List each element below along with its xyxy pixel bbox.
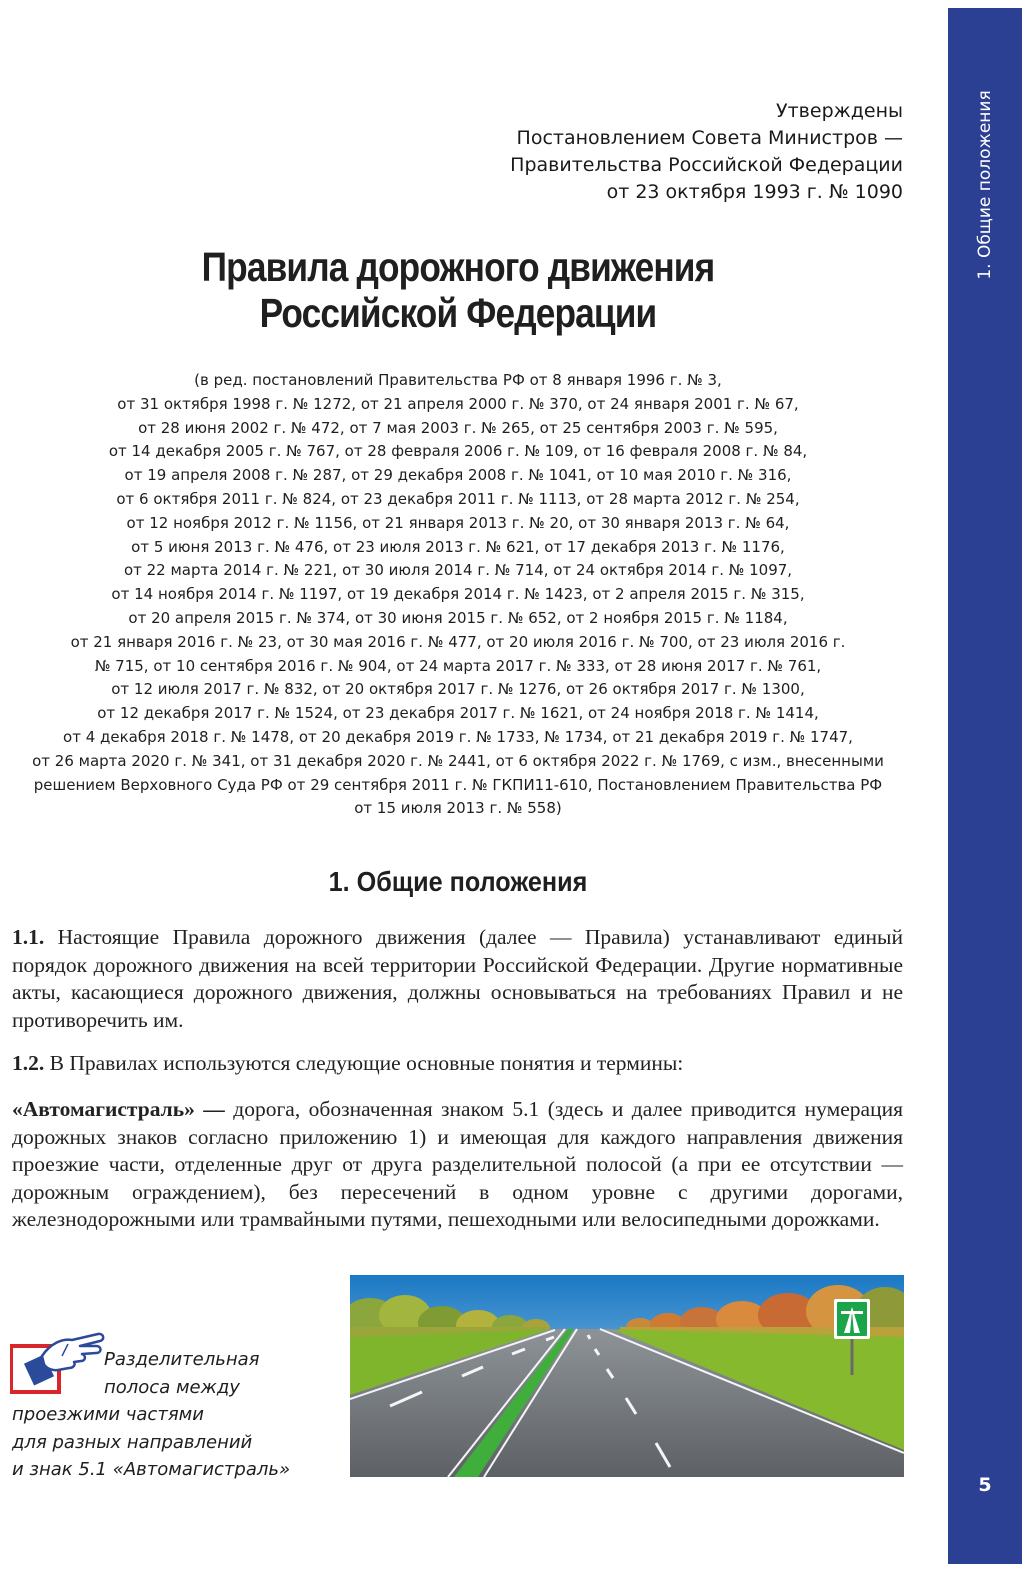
- approval-block: [510, 98, 903, 206]
- caption-line: проезжими частями: [12, 1404, 204, 1425]
- edition-line: от 26 марта 2020 г. № 341, от 31 декабря 2020 г. № 2441, от 6 октября 2022 г. № 1769, с изм., внесенными: [32, 751, 884, 770]
- edition-line: от 5 июня 2013 г. № 476, от 23 июля 2013 г. № 621, от 17 декабря 2013 г. № 1176,: [131, 537, 785, 556]
- edition-line: от 21 января 2016 г. № 23, от 30 мая 2016 г. № 477, от 20 июля 2016 г. № 700, от 23 июля 2016 г.: [70, 632, 846, 651]
- title-line: Правила дорожного движения: [201, 244, 715, 290]
- edition-line: от 14 декабря 2005 г. № 767, от 28 февраля 2006 г. № 109, от 16 февраля 2008 г. № 84,: [108, 442, 808, 461]
- edition-line: от 4 декабря 2018 г. № 1478, от 20 декабря 2019 г. № 1733, № 1734, от 21 декабря 2019 г. № 1747,: [63, 727, 853, 746]
- approval-line: от 23 октября 1993 г. № 1090: [606, 181, 903, 203]
- edition-line: от 28 июня 2002 г. № 472, от 7 мая 2003 г. № 265, от 25 сентября 2003 г. № 595,: [138, 418, 778, 437]
- edition-line: от 6 октября 2011 г. № 824, от 23 декабря 2011 г. № 1113, от 28 марта 2012 г. № 254,: [116, 489, 800, 508]
- edition-line: от 12 декабря 2017 г. № 1524, от 23 декабря 2017 г. № 1621, от 24 ноября 2018 г. № 1414,: [97, 704, 819, 723]
- approval-line: Постановлением Совета Министров —: [516, 127, 903, 149]
- definition-term: «Автомагистраль» —: [12, 1097, 225, 1121]
- highway-illustration: [350, 1275, 904, 1477]
- paragraph-1-2: [12, 1050, 903, 1078]
- edition-line: № 715, от 10 сентября 2016 г. № 904, от 24 марта 2017 г. № 333, от 28 июня 2017 г. № 761,: [94, 656, 822, 675]
- edition-line: от 12 июля 2017 г. № 832, от 20 октября 2017 г. № 1276, от 26 октября 2017 г. № 1300,: [111, 680, 805, 699]
- paragraph-text: Настоящие Правила дорожного движения (далее — Правила) устанавливают единый порядок дорожного движения на всей территории Российской Федерации. Другие нормативные акты, касающиеся дорожного движения, должны основываться на требованиях Правил и не противоречить им.: [12, 925, 903, 1032]
- definition-autobahn: [12, 1096, 903, 1234]
- definition-text: дорога, обозначенная знаком 5.1 (здесь и далее приводится нумерация дорожных знаков согласно приложению 1) и имеющая для каждого направления движения проезжие части, отделенные друг от друга разделительной полосой (а при ее отсутствии — дорожным ограждением), без пересечений в одном уровне с другими дорогами, железнодорожными или трамвайными путями, пешеходными или велосипедными дорожками.: [12, 1097, 903, 1231]
- approval-line: Утверждены: [776, 100, 903, 122]
- page-title: [64, 244, 852, 336]
- illustration-caption: [12, 1346, 290, 1484]
- edition-line: решением Верховного Суда РФ от 29 сентября 2011 г. № ГКПИ11-610, Постановлением Правительства РФ: [33, 775, 883, 794]
- page-number: 5: [978, 1474, 992, 1496]
- side-section-title: 1. Общие положения: [975, 90, 995, 280]
- edition-line: от 12 ноября 2012 г. № 1156, от 21 января 2013 г. № 20, от 30 января 2013 г. № 64,: [126, 513, 790, 532]
- edition-line: от 19 апреля 2008 г. № 287, от 29 декабря 2008 г. № 1041, от 10 мая 2010 г. № 316,: [124, 466, 792, 485]
- edition-line: от 15 июля 2013 г. № 558): [354, 799, 562, 818]
- section-heading: 1. Общие положения: [328, 866, 588, 897]
- paragraph-1-1: [12, 924, 903, 1034]
- edition-line: от 20 апреля 2015 г. № 374, от 30 июня 2015 г. № 652, от 2 ноября 2015 г. № 1184,: [128, 608, 788, 627]
- caption-line: и знак 5.1 «Автомагистраль»: [12, 1459, 291, 1480]
- edition-line: от 14 ноября 2014 г. № 1197, от 19 декабря 2014 г. № 1423, от 2 апреля 2015 г. № 315,: [111, 585, 805, 604]
- edition-line: от 31 октября 1998 г. № 1272, от 21 апреля 2000 г. № 370, от 24 января 2001 г. № 67,: [117, 394, 799, 413]
- edition-line: (в ред. постановлений Правительства РФ от 8 января 1996 г. № 3,: [194, 371, 722, 389]
- approval-line: Правительства Российской Федерации: [510, 154, 903, 176]
- paragraph-text: В Правилах используются следующие основные понятия и термины:: [44, 1051, 684, 1075]
- title-line: Российской Федерации: [259, 290, 657, 336]
- edition-line: от 22 марта 2014 г. № 221, от 30 июля 2014 г. № 714, от 24 октября 2014 г. № 1097,: [123, 561, 793, 580]
- paragraph-number: 1.1.: [12, 925, 45, 949]
- caption-line: полоса между: [104, 1376, 240, 1398]
- caption-line: Разделительная: [104, 1349, 260, 1370]
- caption-line: для разных направлений: [12, 1431, 253, 1453]
- editions-list: [8, 369, 908, 821]
- paragraph-number: 1.2.: [12, 1051, 45, 1075]
